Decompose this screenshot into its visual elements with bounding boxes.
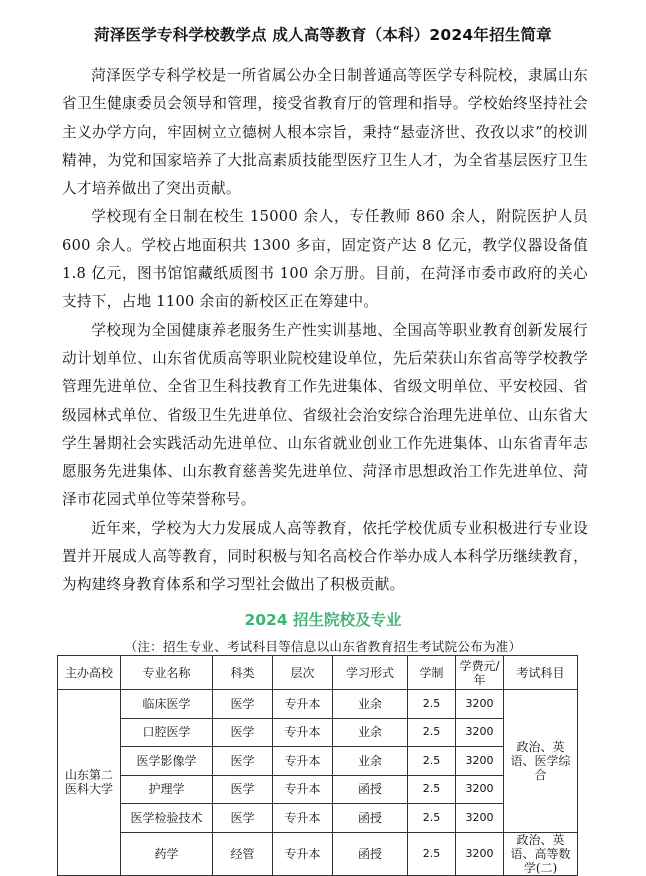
years-cell: 2.5 (408, 690, 456, 719)
category-cell: 经管 (213, 832, 273, 875)
programs-table (57, 655, 578, 876)
recent-paragraph: 近年来，学校为大力发展成人高等教育，依托学校优质专业积极进行专业设置并开展成人高等教育，同时积极与知名高校合作举办成人本科学历继续教育，为构建终身教育体系和学习型社会做出了积极贡献。 (62, 519, 588, 594)
honors-paragraph: 学校现为全国健康养老服务生产性实训基地、全国高等职业教育创新发展行动计划单位、山东省优质高等职业院校建设单位，先后荣获山东省高等学校教学管理先进单位、全省卫生科技教育工作先进集体、省级文明单位、平安校园、省级园林式单位、省级卫生先进单位、省级社会治安综合治理先进单位、山东省大学生暑期社会实践活动先进单位、山东省就业创业工作先进集体、山东省青年志愿服务先进集体、山东教育慈善奖先进单位、菏泽市思想政治工作先进单位、菏泽市花园式单位等荣誉称号。 (62, 321, 588, 509)
exam-subjects-cell: 政治、英语、医学综合 (504, 690, 578, 833)
major-cell: 口腔医学 (121, 718, 213, 747)
mode-cell: 函授 (333, 804, 408, 833)
fee-cell: 3200 (456, 718, 504, 747)
fee-cell: 3200 (456, 775, 504, 804)
table-row (58, 832, 578, 875)
mode-cell: 业余 (333, 747, 408, 776)
facts-paragraph: 学校现有全日制在校生 15000 余人，专任教师 860 余人，附院医护人员 600 余人。学校占地面积共 1300 多亩，固定资产达 8 亿元，教学仪器设备值 1.8 亿元，图书馆馆藏纸质图书 100 余万册。目前，在菏泽市委市政府的关心支持下，占地 1100 余亩的新校区正在筹建中。 (62, 208, 588, 311)
header-school: 主办高校 (58, 656, 121, 690)
header-exam: 考试科目 (504, 656, 578, 690)
mode-cell: 函授 (333, 832, 408, 875)
table-row (58, 690, 578, 719)
programs-note: （注：招生专业、考试科目等信息以山东省教育招生考试院公布为准） (124, 639, 522, 654)
years-cell: 2.5 (408, 775, 456, 804)
category-cell: 医学 (213, 804, 273, 833)
major-cell: 医学检验技术 (121, 804, 213, 833)
fee-cell: 3200 (456, 747, 504, 776)
header-major: 专业名称 (121, 656, 213, 690)
years-cell: 2.5 (408, 747, 456, 776)
major-cell: 药学 (121, 832, 213, 875)
intro-paragraph: 菏泽医学专科学校是一所省属公办全日制普通高等医学专科院校，隶属山东省卫生健康委员会领导和管理，接受省教育厅的管理和指导。学校始终坚持社会主义办学方向，牢固树立立德树人根本宗旨，秉持“悬壶济世、孜孜以求”的校训精神，为党和国家培养了大批高素质技能型医疗卫生人才，为全省基层医疗卫生人才培养做出了突出贡献。 (62, 67, 588, 198)
exam-subjects-cell: 政治、英语、高等数学(二) (504, 832, 578, 875)
major-cell: 医学影像学 (121, 747, 213, 776)
table-row (58, 775, 578, 804)
fee-cell: 3200 (456, 804, 504, 833)
years-cell: 2.5 (408, 804, 456, 833)
level-cell: 专升本 (273, 690, 333, 719)
school-cell: 山东第二医科大学 (58, 690, 121, 876)
level-cell: 专升本 (273, 718, 333, 747)
category-cell: 医学 (213, 747, 273, 776)
intro-body (62, 62, 588, 600)
table-row (58, 747, 578, 776)
header-category: 科类 (213, 656, 273, 690)
header-years: 学制 (408, 656, 456, 690)
category-cell: 医学 (213, 718, 273, 747)
years-cell: 2.5 (408, 718, 456, 747)
years-cell: 2.5 (408, 832, 456, 875)
category-cell: 医学 (213, 775, 273, 804)
header-fee: 学费元/年 (456, 656, 504, 690)
table-header-row (58, 656, 578, 690)
level-cell: 专升本 (273, 775, 333, 804)
mode-cell: 函授 (333, 775, 408, 804)
major-cell: 护理学 (121, 775, 213, 804)
document-title: 菏泽医学专科学校教学点 成人高等教育（本科）2024年招生简章 (94, 26, 552, 44)
fee-cell: 3200 (456, 690, 504, 719)
table-row (58, 804, 578, 833)
category-cell: 医学 (213, 690, 273, 719)
major-cell: 临床医学 (121, 690, 213, 719)
table-row (58, 718, 578, 747)
header-level: 层次 (273, 656, 333, 690)
level-cell: 专升本 (273, 832, 333, 875)
mode-cell: 业余 (333, 690, 408, 719)
level-cell: 专升本 (273, 804, 333, 833)
header-mode: 学习形式 (333, 656, 408, 690)
mode-cell: 业余 (333, 718, 408, 747)
fee-cell: 3200 (456, 832, 504, 875)
level-cell: 专升本 (273, 747, 333, 776)
programs-section-title: 2024 招生院校及专业 (244, 611, 402, 629)
